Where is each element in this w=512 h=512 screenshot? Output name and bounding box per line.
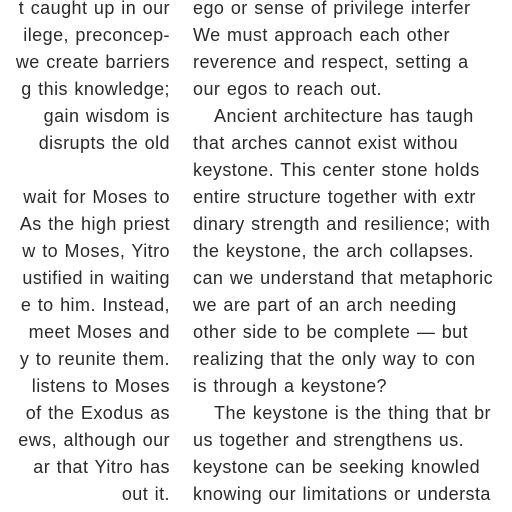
text-line: keystone can be seeking knowled	[193, 457, 481, 477]
text-line: entire structure together with extr	[193, 187, 476, 207]
left-text-column	[0, 0, 170, 508]
right-text-column	[193, 0, 512, 508]
text-line: ustified in waiting	[22, 268, 170, 288]
text-line: other side to be complete — but	[193, 322, 469, 342]
text-line: we are part of an arch needing	[193, 295, 457, 315]
text-line: As the high priest	[19, 214, 170, 234]
text-line: the keystone, the arch collapses.	[193, 241, 475, 261]
text-line: ews, although our	[18, 430, 170, 450]
text-line: w to Moses, Yitro	[22, 241, 170, 261]
text-line: disrupts the old	[38, 133, 170, 153]
text-line: meet Moses and	[28, 322, 170, 342]
text-line: keystone. This center stone holds	[193, 160, 480, 180]
text-line: our egos to reach out.	[193, 79, 383, 99]
text-line: of the Exodus as	[25, 403, 170, 423]
text-line: t caught up in our	[18, 0, 170, 18]
text-line: we create barriers	[15, 52, 170, 72]
text-line: ilege, preconcep-	[23, 25, 170, 45]
text-line: that arches cannot exist withou	[193, 133, 459, 153]
paragraph-gap	[0, 157, 170, 184]
text-line: dinary strength and resilience; with	[193, 214, 491, 234]
paragraph-start-line: The keystone is the thing that br	[214, 403, 491, 423]
text-line: y to reunite them.	[19, 349, 170, 369]
text-line: realizing that the only way to con	[193, 349, 476, 369]
text-line: We must approach each other	[193, 25, 450, 45]
text-line: can we understand that metaphoric	[193, 268, 494, 288]
text-line: wait for Moses to	[23, 187, 170, 207]
text-line: out it.	[121, 484, 170, 504]
text-line: listens to Moses	[31, 376, 170, 396]
paragraph-start-line: Ancient architecture has taugh	[214, 106, 474, 126]
text-line: g this knowledge;	[21, 79, 170, 99]
text-line: ego or sense of privilege interfer	[193, 0, 471, 18]
text-line: knowing our limitations or understa	[193, 484, 491, 504]
text-line: is through a keystone?	[193, 376, 388, 396]
text-line: e to him. Instead,	[20, 295, 170, 315]
text-line: reverence and respect, setting a	[193, 52, 469, 72]
text-line: ar that Yitro has	[33, 457, 170, 477]
text-line: gain wisdom is	[43, 106, 170, 126]
text-line: us together and strengthens us.	[193, 430, 465, 450]
